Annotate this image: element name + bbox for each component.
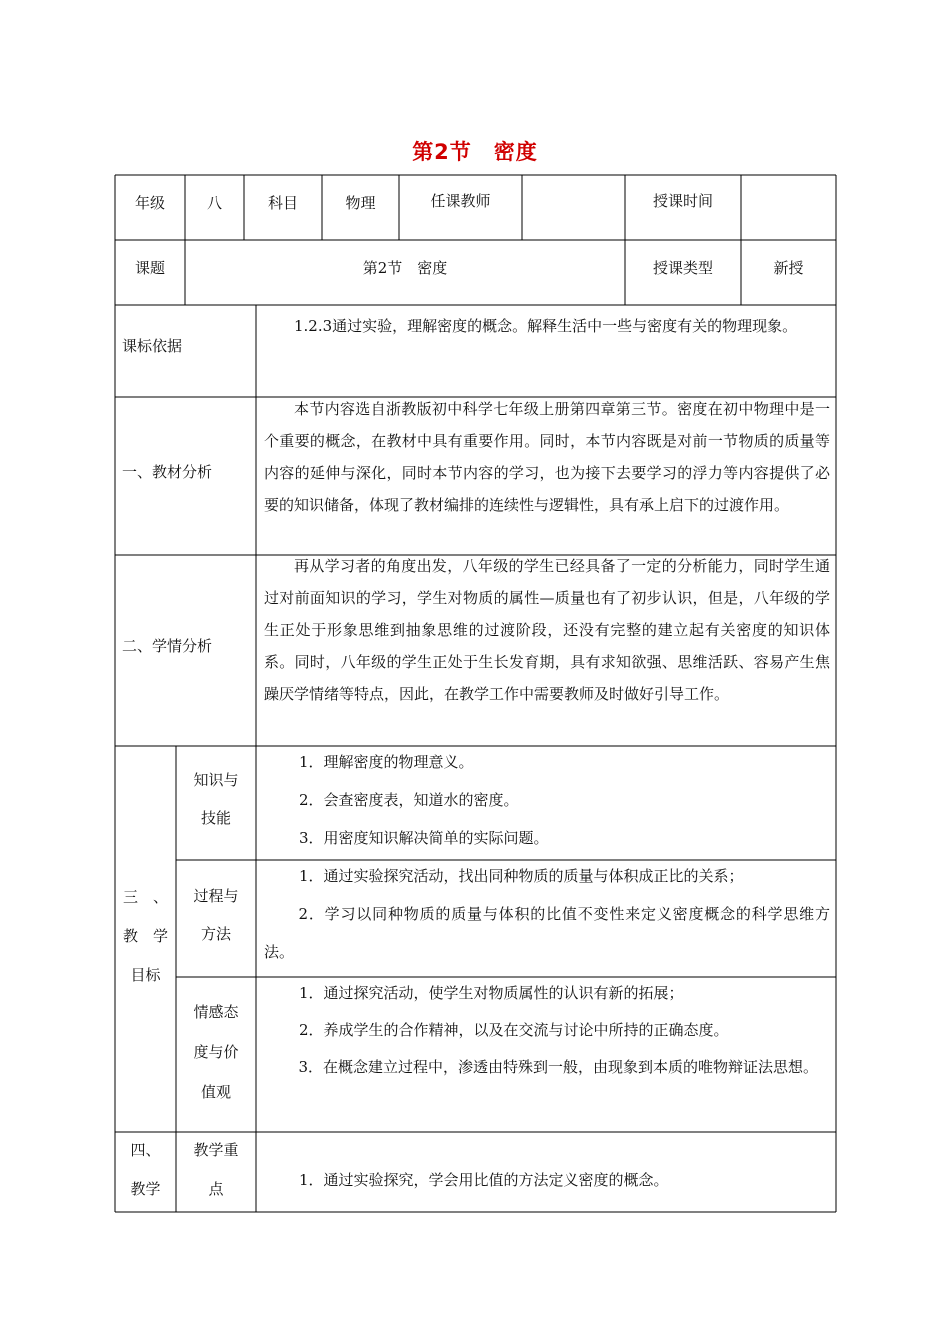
learner-label: 二、学情分析 <box>122 637 213 655</box>
goals-label-1: 三 、 <box>122 888 168 906</box>
material-label: 一、教材分析 <box>122 463 213 481</box>
grade-label: 年级 <box>134 194 165 212</box>
lesson-type-label: 授课类型 <box>652 259 713 277</box>
knowledge-item: 2．会查密度表，知道水的密度。 <box>299 791 519 809</box>
standard-label: 课标依据 <box>122 337 183 355</box>
emotion-item: 1．通过探究活动，使学生对物质属性的认识有新的拓展； <box>299 984 684 1002</box>
standard-text: 1.2.3通过实验，理解密度的概念。解释生活中一些与密度有关的物理现象。 <box>294 317 798 335</box>
knowledge-label-1: 知识与 <box>193 771 239 789</box>
lesson-type-value: 新授 <box>773 259 804 277</box>
emotion-label-2: 度与价 <box>193 1043 239 1061</box>
focus-text: 1．通过实验探究，学会用比值的方法定义密度的概念。 <box>299 1171 669 1189</box>
knowledge-label-2: 技能 <box>200 809 231 827</box>
learner-text: 再从学习者的角度出发，八年级的学生已经具备了一定的分析能力，同时学生通过对前面知识的学习，学生对物质的属性—质量也有了初步认识，但是，八年级的学生正处于形象思维到抽象思维的过渡阶段，还没有完整的建立起有关密度的知识体系。同时，八年级的学生正处于生长发育期，具有求知欲强、思维活跃、容易产生焦躁厌学情绪等特点，因此，在教学工作中需要教师及时做好引导工作。 <box>264 557 830 703</box>
topic-value: 第2节 密度 <box>362 259 448 277</box>
knowledge-item: 3．用密度知识解决简单的实际问题。 <box>299 829 549 847</box>
focus-label-2: 教学 <box>130 1180 161 1198</box>
material-text: 本节内容选自浙教版初中科学七年级上册第四章第三节。密度在初中物理中是一个重要的概念，在教材中具有重要作用。同时，本节内容既是对前一节物质的质量等内容的延伸与深化，同时本节内容的学习，也为接下去要学习的浮力等内容提供了必要的知识储备，体现了教材编排的连续性与逻辑性，具有承上启下的过渡作用。 <box>264 400 830 514</box>
process-label-1: 过程与 <box>193 887 239 905</box>
emotion-item: 2．养成学生的合作精神，以及在交流与讨论中所持的正确态度。 <box>299 1021 729 1039</box>
topic-label: 课题 <box>134 259 165 277</box>
knowledge-item: 1．理解密度的物理意义。 <box>299 753 474 771</box>
focus-sub-label-2: 点 <box>208 1180 224 1198</box>
process-item: 1．通过实验探究活动，找出同种物质的质量与体积成正比的关系； <box>299 867 744 885</box>
teacher-label: 任课教师 <box>430 192 491 210</box>
page-title: 第2节 密度 <box>412 140 538 164</box>
subject-label: 科目 <box>267 194 298 212</box>
emotion-label-3: 值观 <box>200 1083 231 1101</box>
focus-sub-label-1: 教学重 <box>193 1141 239 1159</box>
process-item: 2．学习以同种物质的质量与体积的比值不变性来定义密度概念的科学思维方法。 <box>264 905 830 961</box>
emotion-item: 3．在概念建立过程中，渗透由特殊到一般，由现象到本质的唯物辩证法思想。 <box>298 1058 819 1076</box>
subject-value: 物理 <box>345 194 376 212</box>
goals-label-3: 目标 <box>130 966 161 984</box>
time-label: 授课时间 <box>652 192 713 210</box>
grade-value: 八 <box>206 194 222 212</box>
focus-label-1: 四、 <box>130 1141 161 1159</box>
emotion-label-1: 情感态 <box>193 1003 239 1021</box>
process-label-2: 方法 <box>200 925 231 943</box>
goals-label-2: 教 学 <box>122 927 168 945</box>
